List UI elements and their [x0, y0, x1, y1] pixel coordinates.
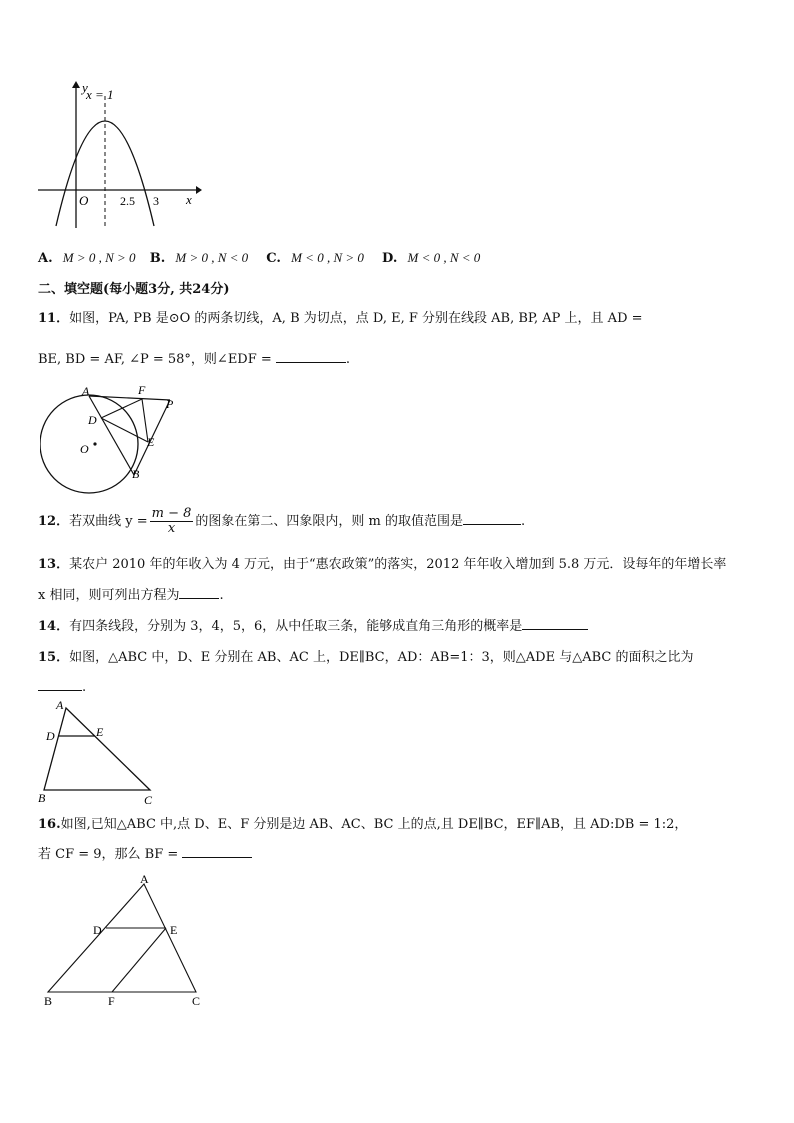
q16-text-line1: 如图,已知△ABC 中,点 D、E、F 分别是边 AB、AC、BC 上的点,且 DE∥BC，EF∥AB，且 AD:DB = 1:2，	[60, 817, 688, 832]
q13-text-line1: 某农户 2010 年的年收入为 4 万元，由于“惠农政策”的落实，2012 年年收入增加到 5.8 万元．设每年的年增长率	[69, 557, 727, 572]
q15-line2	[38, 678, 86, 695]
center-point	[93, 442, 96, 445]
q15-number: 15．	[38, 650, 70, 665]
label-b: B	[132, 467, 140, 481]
q14-answer-blank[interactable]	[522, 617, 588, 630]
x-axis-arrow	[196, 186, 202, 194]
q11-number: 11．	[38, 311, 70, 326]
section-title: 二、填空题(每小题3分, 共24分)	[38, 282, 230, 297]
q11-line1	[38, 307, 643, 326]
q12-line	[38, 507, 525, 536]
q16-line1	[38, 813, 687, 832]
q13-answer-blank[interactable]	[179, 586, 219, 599]
option-d-text: M < 0 , N < 0	[407, 250, 481, 265]
triangle-abc	[44, 708, 150, 790]
label-e: E	[170, 923, 178, 937]
option-a-text: M > 0 , N > 0	[62, 250, 136, 265]
q15-triangle-figure	[34, 698, 164, 808]
symmetry-axis-label: x = 1	[86, 87, 114, 102]
label-a: A	[140, 872, 149, 886]
option-b-text: M > 0 , N < 0	[175, 250, 249, 265]
y-axis-label: y	[82, 80, 88, 95]
q11-line2	[38, 348, 350, 367]
q12-frac-numerator: m − 8	[151, 506, 192, 521]
x-axis-label: x	[186, 192, 192, 207]
option-d-label: D.	[382, 251, 398, 266]
label-p: P	[166, 397, 174, 411]
segment-df	[101, 399, 142, 418]
q12-number: 12．	[38, 514, 70, 529]
label-b: B	[44, 994, 53, 1008]
q14-line	[38, 615, 588, 634]
tick-label-3: 3	[153, 194, 159, 208]
label-c: C	[144, 793, 153, 807]
q13-text-line2: x 相同，则可列出方程为	[38, 588, 180, 603]
q12-frac-denominator: x	[167, 521, 176, 536]
q16-triangle-figure	[40, 870, 210, 1010]
q15-line1	[38, 646, 693, 665]
q15-answer-blank[interactable]	[38, 678, 82, 691]
q12-end: .	[520, 514, 526, 529]
q16-number: 16.	[38, 817, 61, 832]
segment-ef	[112, 928, 166, 992]
q13-end: .	[219, 588, 224, 603]
q14-number: 14．	[38, 619, 70, 634]
q11-text-line1: 如图，PA, PB 是⊙O 的两条切线，A, B 为切点，点 D, E, F 分别在线段 AB, BP, AP 上，且 AD =	[69, 311, 643, 326]
option-b-label: B.	[149, 251, 166, 266]
q16-text-line2: 若 CF = 9，那么 BF =	[38, 847, 179, 862]
q11-answer-blank[interactable]	[276, 350, 346, 363]
label-b: B	[38, 791, 46, 805]
q13-line1	[38, 553, 726, 572]
triangle-abc	[48, 884, 196, 992]
circle-o	[40, 395, 138, 493]
origin-label: O	[79, 193, 89, 208]
label-a: A	[82, 384, 90, 398]
option-a-label: A.	[38, 251, 53, 266]
q10-parabola-figure	[34, 78, 204, 238]
q12-answer-blank[interactable]	[463, 512, 521, 525]
label-a: A	[56, 698, 64, 712]
tick-label-2.5: 2.5	[120, 194, 135, 208]
q12-fraction	[150, 507, 194, 536]
label-d: D	[88, 413, 97, 427]
label-e: E	[96, 725, 104, 739]
tangent-pa	[89, 396, 170, 400]
label-d: D	[93, 923, 102, 937]
chord-ab	[89, 396, 134, 475]
q10-options	[38, 250, 480, 266]
q15-text-line1: 如图，△ABC 中，D、E 分别在 AB、AC 上，DE∥BC，AD：AB=1：3，则△ADE 与△ABC 的面积之比为	[69, 650, 694, 665]
label-e: E	[147, 435, 155, 449]
q12-post: 的图象在第二、四象限内，则 m 的取值范围是	[195, 514, 463, 529]
label-o: O	[80, 442, 89, 456]
label-f: F	[108, 994, 115, 1008]
q12-pre: 若双曲线 y =	[69, 514, 148, 529]
label-d: D	[46, 729, 55, 743]
q15-end: .	[82, 680, 87, 695]
option-c-label: C.	[266, 251, 281, 266]
q16-answer-blank[interactable]	[182, 845, 252, 858]
q11-circle-figure	[40, 382, 190, 500]
q11-end: .	[345, 352, 351, 367]
label-f: F	[138, 383, 146, 397]
option-c-text: M < 0 , N > 0	[291, 250, 364, 265]
y-axis-arrow	[72, 81, 80, 88]
q14-text: 有四条线段，分别为 3，4，5，6，从中任取三条，能够成直角三角形的概率是	[69, 619, 523, 634]
q11-text-line2: BE, BD = AF, ∠P = 58°，则∠EDF =	[38, 352, 276, 367]
q13-line2	[38, 584, 224, 603]
q13-number: 13．	[38, 557, 70, 572]
label-c: C	[192, 994, 201, 1008]
q16-line2	[38, 843, 252, 862]
